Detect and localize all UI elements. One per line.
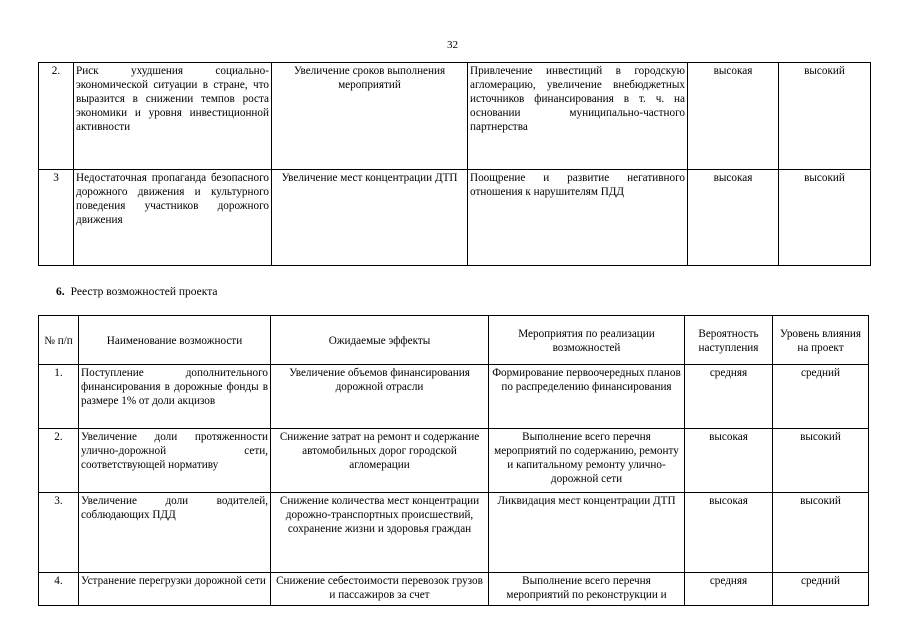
- opportunities-register-table: [38, 315, 869, 606]
- header-measures: Мероприятия по реализации возможностей: [489, 316, 685, 365]
- opportunity-probability: высокая: [685, 429, 773, 493]
- row-number: 4.: [39, 573, 79, 606]
- risk-impact: высокий: [779, 63, 871, 170]
- opportunity-name: Увеличение доли водителей, соблюдающих ПДД: [79, 493, 271, 573]
- risk-register-table: [38, 62, 871, 266]
- risk-probability: высокая: [688, 63, 779, 170]
- opportunity-probability: высокая: [685, 493, 773, 573]
- opportunity-effects: Снижение затрат на ремонт и содержание автомобильных дорог городской агломерации: [271, 429, 489, 493]
- section-title: Реестр возможностей проекта: [70, 286, 218, 298]
- row-number: 2.: [39, 429, 79, 493]
- risk-effects: Увеличение сроков выполнения мероприятий: [272, 63, 468, 170]
- opportunity-measures: Ликвидация мест концентрации ДТП: [489, 493, 685, 573]
- page-number: 32: [447, 39, 458, 51]
- header-effects: Ожидаемые эффекты: [271, 316, 489, 365]
- table-header-row: [39, 316, 869, 365]
- table-row: [39, 365, 869, 429]
- table-row: [39, 63, 871, 170]
- header-name: Наименование возможности: [79, 316, 271, 365]
- opportunity-measures: Формирование первоочередных планов по распределению финансирования: [489, 365, 685, 429]
- risk-measures: Привлечение инвестиций в городскую агломерацию, увеличение внебюджетных источников финансирования в т. ч. на основании муниципально-частного партнерства: [468, 63, 688, 170]
- opportunity-measures: Выполнение всего перечня мероприятий по содержанию, ремонту и капитальному ремонту улично-дорожной сети: [489, 429, 685, 493]
- risk-effects: Увеличение мест концентрации ДТП: [272, 170, 468, 266]
- row-number: 3.: [39, 493, 79, 573]
- risk-probability: высокая: [688, 170, 779, 266]
- risk-name: Риск ухудшения социально-экономической ситуации в стране, что выразится в снижении темпов роста экономики и уровня инвестиционной активности: [74, 63, 272, 170]
- risk-measures: Поощрение и развитие негативного отношения к нарушителям ПДД: [468, 170, 688, 266]
- table-row: [39, 170, 871, 266]
- row-number: 2.: [39, 63, 74, 170]
- row-number: 1.: [39, 365, 79, 429]
- opportunity-impact: средний: [773, 365, 869, 429]
- header-impact: Уровень влияния на проект: [773, 316, 869, 365]
- opportunity-impact: высокий: [773, 429, 869, 493]
- risk-impact: высокий: [779, 170, 871, 266]
- opportunity-name: Поступление дополнительного финансирования в дорожные фонды в размере 1% от доли акцизов: [79, 365, 271, 429]
- risk-name: Недостаточная пропаганда безопасного дорожного движения и культурного поведения участников дорожного движения: [74, 170, 272, 266]
- table-row: [39, 493, 869, 573]
- opportunity-measures: Выполнение всего перечня мероприятий по реконструкции и: [489, 573, 685, 606]
- opportunity-effects: Снижение количества мест концентрации дорожно-транспортных происшествий, сохранение жизни и здоровья граждан: [271, 493, 489, 573]
- opportunity-effects: Увеличение объемов финансирования дорожной отрасли: [271, 365, 489, 429]
- section-number: 6.: [56, 286, 65, 298]
- table-row: [39, 573, 869, 606]
- opportunity-probability: средняя: [685, 573, 773, 606]
- opportunity-probability: средняя: [685, 365, 773, 429]
- opportunity-name: Увеличение доли протяженности улично-дорожной сети, соответствующей нормативу: [79, 429, 271, 493]
- opportunity-impact: высокий: [773, 493, 869, 573]
- opportunity-name: Устранение перегрузки дорожной сети: [79, 573, 271, 606]
- section-heading: [56, 286, 218, 298]
- row-number: 3: [39, 170, 74, 266]
- header-num: № п/п: [39, 316, 79, 365]
- header-probability: Вероятность наступления: [685, 316, 773, 365]
- opportunity-impact: средний: [773, 573, 869, 606]
- table-row: [39, 429, 869, 493]
- opportunity-effects: Снижение себестоимости перевозок грузов и пассажиров за счет: [271, 573, 489, 606]
